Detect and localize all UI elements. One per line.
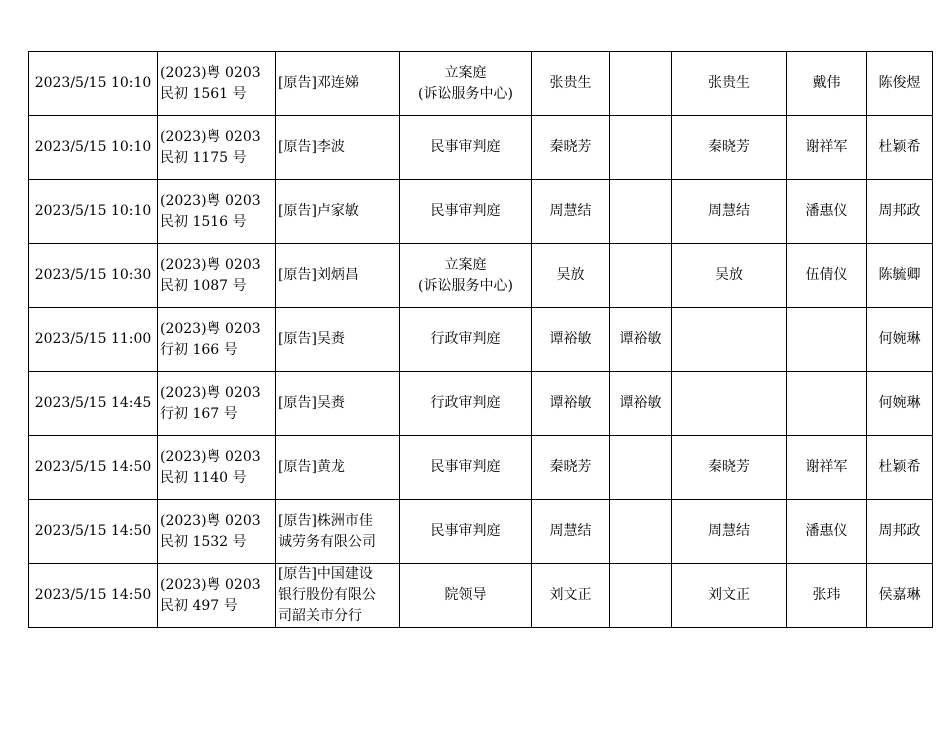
case-number-cell [158, 372, 276, 436]
judge-cell: 刘文正 [532, 564, 610, 628]
case-number-line: 民初 1087 号 [160, 277, 247, 294]
case-number-line: (2023)粤 0203 [160, 384, 261, 401]
case-number-cell [158, 564, 276, 628]
judge-cell: 谭裕敏 [532, 308, 610, 372]
presiding-cell [672, 308, 787, 372]
tribunal-line: 民事审判庭 [430, 523, 501, 539]
case-number-cell [158, 308, 276, 372]
judge-2-cell [610, 244, 672, 308]
clerk-cell: 杜颖希 [867, 116, 933, 180]
case-number-cell [158, 244, 276, 308]
tribunal-line: (诉讼服务中心) [418, 277, 513, 294]
party-line: [原告]株洲市佳 [278, 512, 373, 529]
hearing-schedule-table [28, 51, 933, 628]
party-line: [原告]黄龙 [278, 459, 345, 475]
tribunal-cell [400, 116, 532, 180]
case-number-line: (2023)粤 0203 [160, 256, 261, 273]
presiding-cell: 周慧结 [672, 180, 787, 244]
party-line: [原告]邓连娣 [278, 75, 359, 91]
tribunal-cell [400, 308, 532, 372]
judge-cell: 吴放 [532, 244, 610, 308]
clerk-cell: 何婉琳 [867, 372, 933, 436]
party-cell [276, 116, 400, 180]
tribunal-cell [400, 500, 532, 564]
party-line: [原告]卢家敏 [278, 203, 359, 219]
tribunal-line: (诉讼服务中心) [418, 85, 513, 102]
judge-cell: 周慧结 [532, 180, 610, 244]
party-line: [原告]刘炳昌 [278, 267, 359, 283]
case-number-line: (2023)粤 0203 [160, 128, 261, 145]
hearing-time-cell: 2023/5/15 10:10 [29, 180, 158, 244]
judge-cell: 秦晓芳 [532, 116, 610, 180]
judge-2-cell [610, 116, 672, 180]
party-cell [276, 244, 400, 308]
case-number-line: 行初 167 号 [160, 405, 238, 422]
clerk-cell: 杜颖希 [867, 436, 933, 500]
table-row [29, 180, 933, 244]
judge-2-cell [610, 436, 672, 500]
hearing-time-cell: 2023/5/15 10:10 [29, 116, 158, 180]
case-number-line: 民初 1516 号 [160, 213, 247, 230]
presiding-cell: 吴放 [672, 244, 787, 308]
assistant-cell [787, 372, 867, 436]
tribunal-line: 行政审判庭 [430, 395, 501, 411]
judge-cell: 周慧结 [532, 500, 610, 564]
assistant-cell: 戴伟 [787, 52, 867, 116]
clerk-cell: 陈俊煜 [867, 52, 933, 116]
party-cell [276, 564, 400, 628]
assistant-cell: 谢祥军 [787, 116, 867, 180]
tribunal-line: 民事审判庭 [430, 203, 501, 219]
case-number-line: (2023)粤 0203 [160, 512, 261, 529]
hearing-time-cell: 2023/5/15 14:50 [29, 500, 158, 564]
case-number-line: 民初 1561 号 [160, 85, 247, 102]
tribunal-line: 行政审判庭 [430, 331, 501, 347]
presiding-cell: 张贵生 [672, 52, 787, 116]
clerk-cell: 周邦政 [867, 500, 933, 564]
judge-cell: 张贵生 [532, 52, 610, 116]
judge-2-cell: 谭裕敏 [610, 308, 672, 372]
judge-2-cell [610, 52, 672, 116]
case-number-line: (2023)粤 0203 [160, 320, 261, 337]
tribunal-cell [400, 436, 532, 500]
party-cell [276, 180, 400, 244]
case-number-line: 行初 166 号 [160, 341, 238, 358]
clerk-cell: 周邦政 [867, 180, 933, 244]
judge-2-cell [610, 180, 672, 244]
clerk-cell: 陈毓卿 [867, 244, 933, 308]
presiding-cell: 刘文正 [672, 564, 787, 628]
assistant-cell: 潘惠仪 [787, 500, 867, 564]
judge-cell: 谭裕敏 [532, 372, 610, 436]
case-number-cell [158, 500, 276, 564]
party-cell [276, 372, 400, 436]
party-cell [276, 500, 400, 564]
table-row [29, 244, 933, 308]
case-number-line: (2023)粤 0203 [160, 448, 261, 465]
table-row [29, 116, 933, 180]
clerk-cell: 何婉琳 [867, 308, 933, 372]
party-cell [276, 436, 400, 500]
tribunal-cell [400, 372, 532, 436]
party-line: 银行股份有限公 [278, 587, 376, 603]
presiding-cell: 周慧结 [672, 500, 787, 564]
table-row [29, 500, 933, 564]
tribunal-line: 院领导 [444, 587, 487, 603]
case-number-line: 民初 1140 号 [160, 469, 247, 486]
party-line: [原告]吴赉 [278, 395, 345, 411]
hearing-time-cell: 2023/5/15 10:30 [29, 244, 158, 308]
assistant-cell: 张玮 [787, 564, 867, 628]
assistant-cell: 谢祥军 [787, 436, 867, 500]
presiding-cell: 秦晓芳 [672, 436, 787, 500]
tribunal-cell [400, 52, 532, 116]
case-number-line: 民初 497 号 [160, 597, 238, 614]
tribunal-cell [400, 244, 532, 308]
table-row [29, 436, 933, 500]
hearing-time-cell: 2023/5/15 14:50 [29, 436, 158, 500]
tribunal-cell [400, 564, 532, 628]
clerk-cell: 侯嘉琳 [867, 564, 933, 628]
assistant-cell [787, 308, 867, 372]
table-row [29, 372, 933, 436]
case-number-cell [158, 52, 276, 116]
case-number-line: (2023)粤 0203 [160, 576, 261, 593]
case-number-cell [158, 116, 276, 180]
tribunal-line: 民事审判庭 [430, 459, 501, 475]
hearing-time-cell: 2023/5/15 10:10 [29, 52, 158, 116]
tribunal-line: 民事审判庭 [430, 139, 501, 155]
tribunal-line: 立案庭 [444, 64, 487, 81]
party-line: 诚劳务有限公司 [278, 533, 376, 550]
presiding-cell: 秦晓芳 [672, 116, 787, 180]
hearing-time-cell: 2023/5/15 14:50 [29, 564, 158, 628]
party-line: [原告]中国建设 [278, 566, 373, 582]
party-cell [276, 308, 400, 372]
case-number-line: (2023)粤 0203 [160, 192, 261, 209]
case-number-cell [158, 180, 276, 244]
party-cell [276, 52, 400, 116]
table-row [29, 308, 933, 372]
case-number-line: 民初 1532 号 [160, 533, 247, 550]
tribunal-line: 立案庭 [444, 256, 487, 273]
tribunal-cell [400, 180, 532, 244]
party-line: 司韶关市分行 [278, 608, 362, 624]
case-number-line: (2023)粤 0203 [160, 64, 261, 81]
table-row [29, 564, 933, 628]
table-body [29, 52, 933, 628]
table-row [29, 52, 933, 116]
case-number-cell [158, 436, 276, 500]
judge-2-cell: 谭裕敏 [610, 372, 672, 436]
judge-cell: 秦晓芳 [532, 436, 610, 500]
hearing-time-cell: 2023/5/15 11:00 [29, 308, 158, 372]
presiding-cell [672, 372, 787, 436]
assistant-cell: 潘惠仪 [787, 180, 867, 244]
hearing-time-cell: 2023/5/15 14:45 [29, 372, 158, 436]
party-line: [原告]李波 [278, 139, 345, 155]
party-line: [原告]吴赉 [278, 331, 345, 347]
judge-2-cell [610, 564, 672, 628]
case-number-line: 民初 1175 号 [160, 149, 247, 166]
judge-2-cell [610, 500, 672, 564]
assistant-cell: 伍倩仪 [787, 244, 867, 308]
